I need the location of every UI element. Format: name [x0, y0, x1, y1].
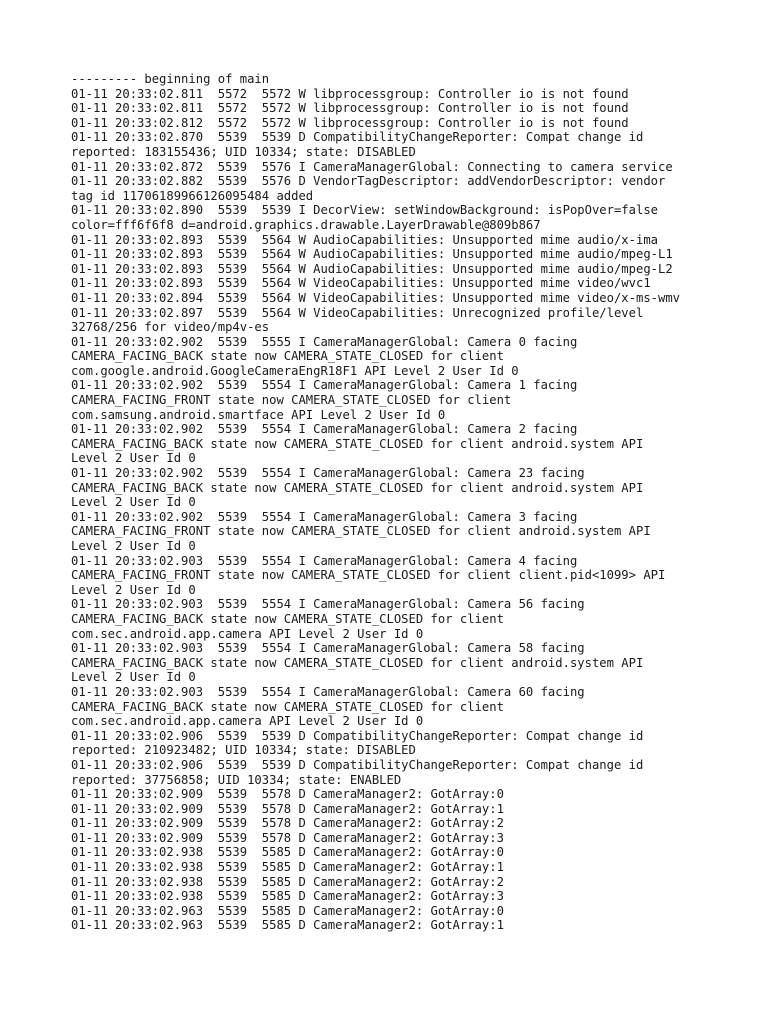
log-line: reported: 210923482; UID 10334; state: DISABLED: [71, 743, 416, 758]
log-line: 01-11 20:33:02.902 5539 5555 I CameraManagerGlobal: Camera 0 facing: [71, 334, 578, 349]
log-line: 01-11 20:33:02.903 5539 5554 I CameraManagerGlobal: Camera 56 facing: [71, 597, 585, 612]
log-line: 01-11 20:33:02.893 5539 5564 W AudioCapabilities: Unsupported mime audio/mpeg-L1: [71, 247, 673, 262]
log-line: Level 2 User Id 0: [71, 539, 196, 553]
log-line: CAMERA_FACING_BACK state now CAMERA_STATE_CLOSED for client android.system API: [71, 480, 644, 495]
log-line: 01-11 20:33:02.902 5539 5554 I CameraManagerGlobal: Camera 2 facing: [71, 422, 578, 437]
log-line: CAMERA_FACING_FRONT state now CAMERA_STATE_CLOSED for client client.pid<1099> API: [71, 568, 666, 583]
log-line: 01-11 20:33:02.938 5539 5585 D CameraManager2: GotArray:1: [71, 860, 504, 875]
log-line: Level 2 User Id 0: [71, 495, 196, 510]
log-line: 01-11 20:33:02.893 5539 5564 W AudioCapabilities: Unsupported mime audio/mpeg-L2: [71, 261, 673, 276]
log-line: 01-11 20:33:02.902 5539 5554 I CameraManagerGlobal: Camera 23 facing: [71, 466, 585, 481]
log-line: com.samsung.android.smartface API Level 2 User Id 0: [71, 407, 446, 422]
log-line: 01-11 20:33:02.903 5539 5554 I CameraManagerGlobal: Camera 4 facing: [71, 553, 578, 568]
log-line: com.sec.android.app.camera API Level 2 User Id 0: [71, 714, 424, 729]
log-line: CAMERA_FACING_FRONT state now CAMERA_STATE_CLOSED for client: [71, 393, 512, 408]
log-line: CAMERA_FACING_BACK state now CAMERA_STATE_CLOSED for client android.system API: [71, 655, 644, 670]
log-text-block: [71, 72, 711, 933]
log-line: CAMERA_FACING_BACK state now CAMERA_STATE_CLOSED for client: [71, 611, 504, 626]
log-line: Level 2 User Id 0: [71, 670, 196, 685]
log-line: 01-11 20:33:02.906 5539 5539 D CompatibilityChangeReporter: Compat change id: [71, 728, 644, 743]
log-line: Level 2 User Id 0: [71, 451, 196, 466]
log-line: com.google.android.GoogleCameraEngR18F1 API Level 2 User Id 0: [71, 363, 519, 378]
log-line: tag id 11706189966126095484 added: [71, 188, 314, 203]
log-line: 01-11 20:33:02.894 5539 5564 W VideoCapabilities: Unsupported mime video/x-ms-wmv: [71, 290, 681, 305]
log-line: 01-11 20:33:02.938 5539 5585 D CameraManager2: GotArray:3: [71, 889, 504, 904]
log-line: 01-11 20:33:02.893 5539 5564 W AudioCapabilities: Unsupported mime audio/x-ima: [71, 232, 658, 247]
log-line: 01-11 20:33:02.893 5539 5564 W VideoCapabilities: Unsupported mime video/wvc1: [71, 276, 651, 291]
log-line: com.sec.android.app.camera API Level 2 User Id 0: [71, 626, 424, 641]
log-line: 01-11 20:33:02.963 5539 5585 D CameraManager2: GotArray:1: [71, 918, 504, 933]
log-line: 01-11 20:33:02.909 5539 5578 D CameraManager2: GotArray:3: [71, 830, 504, 845]
log-line: 01-11 20:33:02.870 5539 5539 D CompatibilityChangeReporter: Compat change id: [71, 130, 644, 145]
log-line: reported: 37756858; UID 10334; state: ENABLED: [71, 772, 402, 787]
log-line: 01-11 20:33:02.909 5539 5578 D CameraManager2: GotArray:2: [71, 816, 504, 831]
log-line: 01-11 20:33:02.902 5539 5554 I CameraManagerGlobal: Camera 1 facing: [71, 378, 578, 393]
log-line: 01-11 20:33:02.811 5572 5572 W libprocessgroup: Controller io is not found: [71, 86, 629, 101]
log-line: 01-11 20:33:02.909 5539 5578 D CameraManager2: GotArray:1: [71, 801, 504, 816]
log-line: color=fff6f6f8 d=android.graphics.drawable.LayerDrawable@809b867: [71, 217, 541, 232]
log-line: 01-11 20:33:02.897 5539 5564 W VideoCapabilities: Unrecognized profile/level: [71, 305, 644, 320]
log-line: 01-11 20:33:02.909 5539 5578 D CameraManager2: GotArray:0: [71, 787, 504, 802]
log-line: 01-11 20:33:02.903 5539 5554 I CameraManagerGlobal: Camera 58 facing: [71, 641, 585, 656]
log-line: 01-11 20:33:02.938 5539 5585 D CameraManager2: GotArray:0: [71, 845, 504, 860]
log-line: 01-11 20:33:02.902 5539 5554 I CameraManagerGlobal: Camera 3 facing: [71, 509, 578, 524]
log-line: CAMERA_FACING_BACK state now CAMERA_STATE_CLOSED for client android.system API: [71, 436, 644, 451]
log-line: 32768/256 for video/mp4v-es: [71, 320, 270, 335]
log-line: 01-11 20:33:02.906 5539 5539 D CompatibilityChangeReporter: Compat change id: [71, 757, 644, 772]
log-line: --------- beginning of main: [71, 72, 270, 86]
log-line: Level 2 User Id 0: [71, 582, 196, 597]
log-line: 01-11 20:33:02.811 5572 5572 W libprocessgroup: Controller io is not found: [71, 101, 629, 116]
log-line: 01-11 20:33:02.882 5539 5576 D VendorTagDescriptor: addVendorDescriptor: vendor: [71, 174, 666, 189]
log-line: 01-11 20:33:02.812 5572 5572 W libprocessgroup: Controller io is not found: [71, 115, 629, 130]
log-line: CAMERA_FACING_FRONT state now CAMERA_STATE_CLOSED for client android.system API: [71, 524, 651, 539]
log-line: 01-11 20:33:02.938 5539 5585 D CameraManager2: GotArray:2: [71, 874, 504, 889]
log-line: 01-11 20:33:02.872 5539 5576 I CameraManagerGlobal: Connecting to camera service: [71, 159, 673, 174]
log-line: 01-11 20:33:02.903 5539 5554 I CameraManagerGlobal: Camera 60 facing: [71, 684, 585, 699]
log-line: reported: 183155436; UID 10334; state: DISABLED: [71, 144, 416, 159]
log-line: CAMERA_FACING_BACK state now CAMERA_STATE_CLOSED for client: [71, 699, 504, 714]
log-line: CAMERA_FACING_BACK state now CAMERA_STATE_CLOSED for client: [71, 349, 504, 364]
log-line: 01-11 20:33:02.963 5539 5585 D CameraManager2: GotArray:0: [71, 903, 504, 918]
log-line: 01-11 20:33:02.890 5539 5539 I DecorView: setWindowBackground: isPopOver=false: [71, 203, 658, 218]
